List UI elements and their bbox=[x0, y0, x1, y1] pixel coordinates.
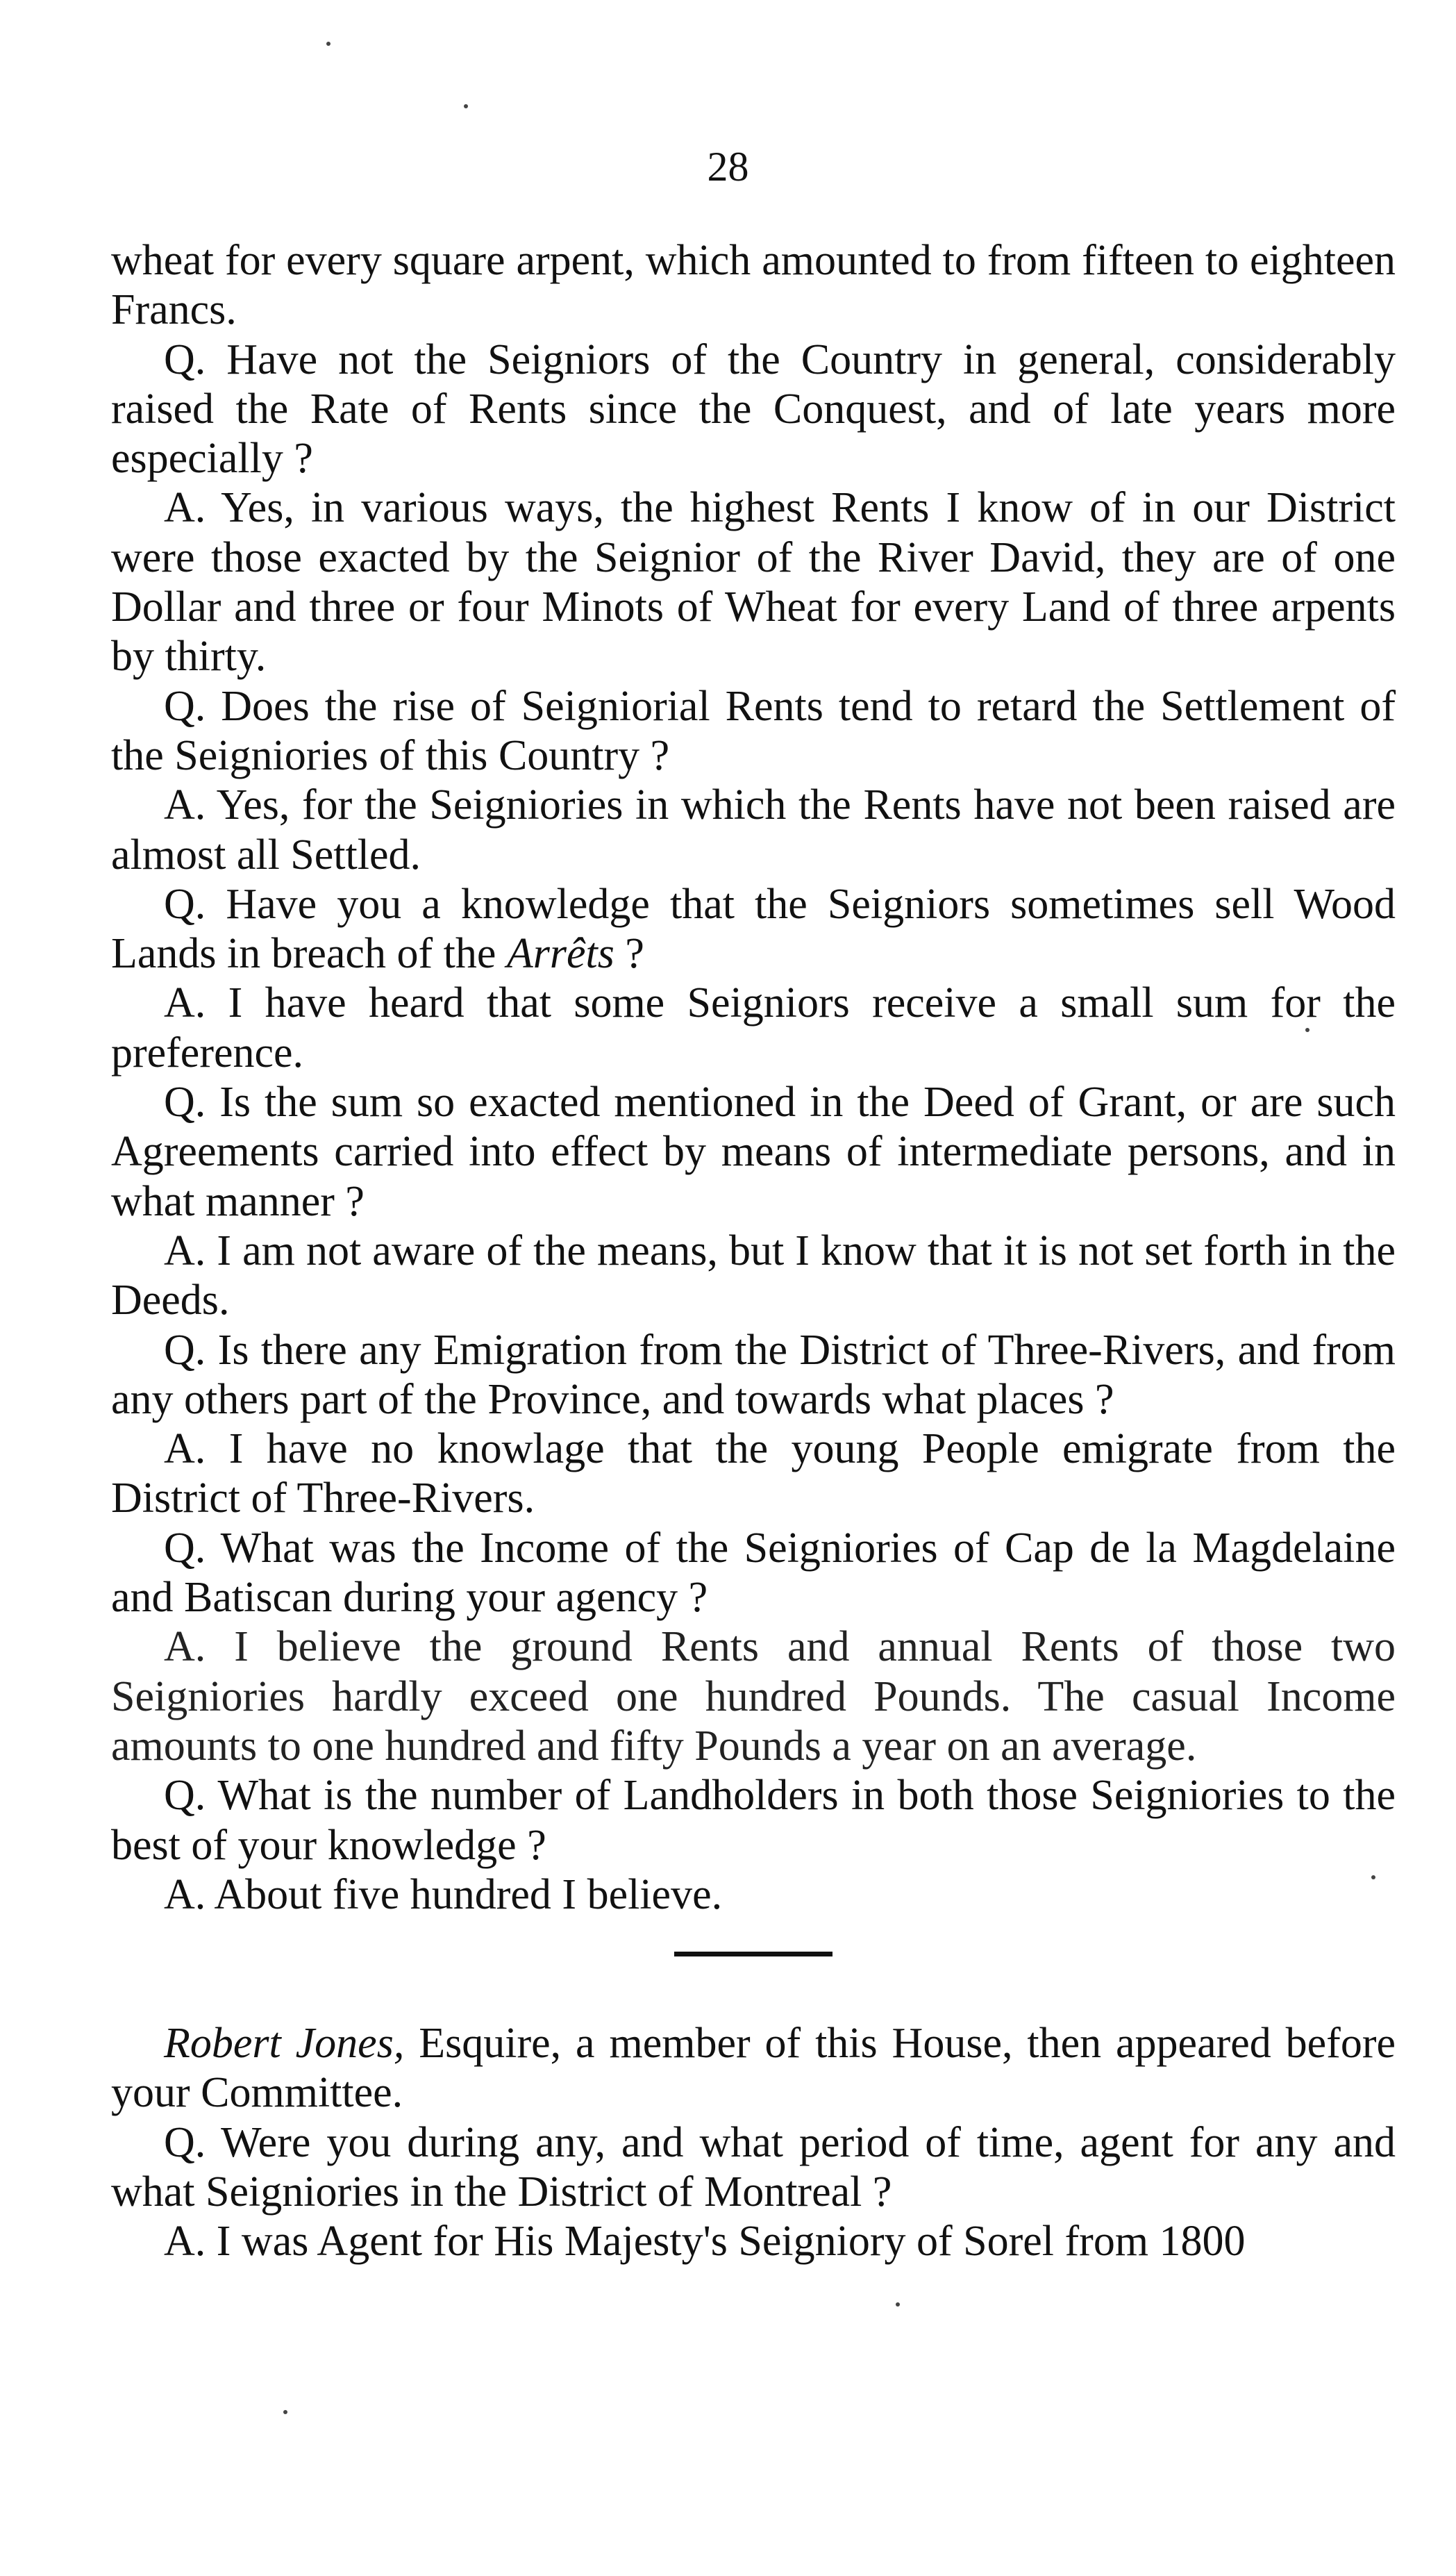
paragraph-text: What is the number of Landholders in both those Seigniories to the best of your knowledge ? bbox=[111, 1772, 1396, 1869]
paper-speck bbox=[283, 2410, 287, 2414]
question-label: Q. bbox=[164, 1326, 206, 1374]
answer-paragraph bbox=[111, 1622, 1396, 1771]
paragraph-text: Is there any Emigration from the District of Three-Rivers, and from any others part of the Province, and towards what places ? bbox=[111, 1326, 1396, 1423]
paragraph-continuation bbox=[111, 236, 1396, 335]
question-paragraph bbox=[111, 2118, 1396, 2218]
witness-text: Esquire, a member of this House, then appeared before your Committee. bbox=[111, 2020, 1396, 2117]
answer-label: A. bbox=[164, 1227, 206, 1274]
paragraph-text: I was Agent for His Majesty's Seigniory of Sorel from 1800 bbox=[216, 2218, 1246, 2266]
paragraph-text: Is the sum so exacted mentioned in the Deed of Grant, or are such Agreements carried into effect by means of intermediate persons, and in what manner ? bbox=[111, 1079, 1396, 1225]
answer-label: A. bbox=[164, 2218, 206, 2266]
question-paragraph bbox=[111, 1078, 1396, 1227]
paper-speck bbox=[896, 2302, 900, 2307]
answer-paragraph bbox=[111, 2217, 1396, 2266]
paragraph-text: Yes, in various ways, the highest Rents I know of in our District were those exacted by the Seignior of the River David, they are of one Dollar and three or four Minots of Wheat for every Land of three arpents by thirty. bbox=[111, 484, 1396, 681]
divider-rule bbox=[674, 1952, 832, 1956]
question-label: Q. bbox=[164, 1524, 206, 1572]
question-paragraph bbox=[111, 1326, 1396, 1425]
witness-introduction bbox=[111, 2019, 1396, 2118]
paragraph-text: I have no knowlage that the young People emigrate from the District of Three-Rivers. bbox=[111, 1425, 1396, 1522]
answer-paragraph bbox=[111, 979, 1396, 1078]
paper-speck bbox=[1371, 1875, 1375, 1879]
answer-paragraph bbox=[111, 1870, 1396, 1920]
paper-speck bbox=[326, 42, 330, 46]
answer-label: A. bbox=[164, 781, 206, 829]
paragraph-text: Were you during any, and what period of time, agent for any and what Seigniories in the District of Montreal ? bbox=[111, 2118, 1396, 2216]
paragraph-text: I believe the ground Rents and annual Rents of those two Seigniories hardly exceed one hundred Pounds. The casual Income amounts to one hundred and fifty Pounds a year on an average. bbox=[111, 1623, 1396, 1770]
question-label: Q. bbox=[164, 335, 206, 383]
paragraph-text: I am not aware of the means, but I know that it is not set forth in the Deeds. bbox=[111, 1227, 1396, 1324]
italic-term: Arrêts bbox=[506, 930, 614, 978]
paragraph-text: wheat for every square arpent, which amounted to from fifteen to eighteen Francs. bbox=[111, 237, 1396, 334]
paragraph-text: What was the Income of the Seigniories of Cap de la Magdelaine and Batiscan during your agency ? bbox=[111, 1524, 1396, 1622]
question-paragraph bbox=[111, 880, 1396, 979]
question-paragraph bbox=[111, 1771, 1396, 1870]
page-number: 28 bbox=[707, 144, 749, 190]
witness-name: Robert Jones, bbox=[164, 2020, 405, 2068]
question-label: Q. bbox=[164, 2118, 206, 2166]
paragraph-text: Does the rise of Seigniorial Rents tend to retard the Settlement of the Seigniories of this Country ? bbox=[111, 682, 1396, 779]
answer-paragraph bbox=[111, 1424, 1396, 1524]
answer-label: A. bbox=[164, 979, 206, 1027]
paper-speck bbox=[1305, 1028, 1309, 1032]
question-label: Q. bbox=[164, 682, 206, 730]
section-divider bbox=[111, 1920, 1396, 1994]
section-spacer bbox=[111, 1994, 1396, 2019]
answer-paragraph bbox=[111, 781, 1396, 880]
answer-label: A. bbox=[164, 1870, 206, 1918]
paragraph-text: I have heard that some Seigniors receive a small sum for the preference. bbox=[111, 979, 1396, 1077]
paragraph-text-end: ? bbox=[625, 930, 644, 978]
answer-label: A. bbox=[164, 1425, 206, 1473]
paragraph-text: About five hundred I believe. bbox=[214, 1870, 723, 1918]
answer-label: A. bbox=[164, 484, 206, 532]
question-label: Q. bbox=[164, 1772, 206, 1820]
question-paragraph bbox=[111, 335, 1396, 484]
paper-speck bbox=[464, 104, 468, 108]
question-paragraph bbox=[111, 682, 1396, 781]
paragraph-text: Yes, for the Seigniories in which the Rents have not been raised are almost all Settled. bbox=[111, 781, 1396, 879]
text-body bbox=[111, 236, 1396, 2267]
question-paragraph bbox=[111, 1524, 1396, 1623]
question-label: Q. bbox=[164, 880, 206, 928]
question-label: Q. bbox=[164, 1079, 206, 1127]
paragraph-text: Have not the Seigniors of the Country in general, considerably raised the Rate of Rents since the Conquest, and of late years more especially ? bbox=[111, 335, 1396, 483]
answer-paragraph bbox=[111, 1227, 1396, 1326]
answer-paragraph bbox=[111, 483, 1396, 681]
answer-label: A. bbox=[164, 1623, 206, 1671]
paragraph-text: Have you a knowledge that the Seigniors sometimes sell Wood Lands in breach of the bbox=[111, 880, 1396, 978]
